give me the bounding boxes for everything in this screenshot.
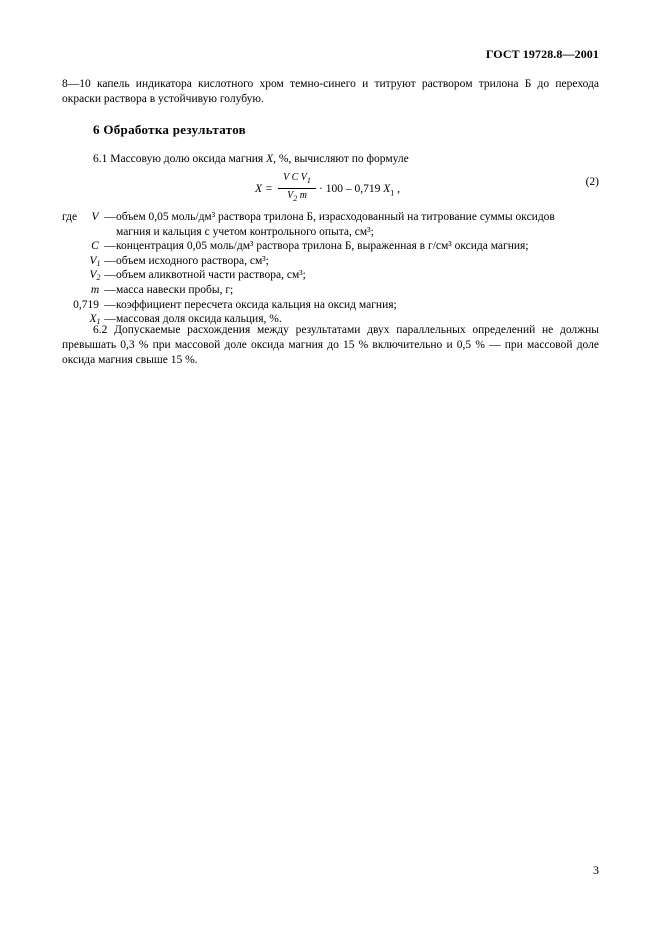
where-text-continuation: магния и кальция с учетом контрольного опыта, см³; bbox=[116, 225, 374, 238]
subsection-6-1-var-x: X bbox=[266, 153, 274, 165]
where-text: массовая доля оксида кальция, %. bbox=[116, 313, 282, 326]
page-header-standard: ГОСТ 19728.8—2001 bbox=[485, 47, 599, 61]
page-number: 3 bbox=[593, 863, 599, 877]
where-symbol-sub: 1 bbox=[96, 258, 101, 268]
where-text: объем аликвотной части раствора, см³; bbox=[116, 269, 306, 282]
where-dash: — bbox=[104, 313, 116, 326]
where-item-coefficient bbox=[58, 298, 599, 313]
intro-paragraph: 8—10 капель индикатора кислотного хром темно-синего и титруют раствором трилона Б до перехода окраски раствора в устойчивую голубую. bbox=[62, 78, 599, 105]
formula-denominator-v: V bbox=[287, 190, 294, 201]
formula-lhs: X = bbox=[255, 183, 273, 195]
where-symbol-letter: X bbox=[89, 313, 97, 326]
formula-denominator-m: m bbox=[297, 190, 307, 201]
where-symbol bbox=[86, 268, 104, 283]
section-title: 6 Обработка результатов bbox=[93, 122, 246, 137]
formula-rhs-sub: 1 bbox=[390, 188, 395, 198]
where-dash: — bbox=[104, 283, 116, 296]
where-symbol-letter: V bbox=[89, 254, 97, 267]
formula-rhs-end: , bbox=[394, 183, 400, 195]
formula-fraction-bar bbox=[278, 188, 316, 189]
where-dash: — bbox=[104, 254, 116, 267]
subsection-6-1-text-after: , %, вычисляют по формуле bbox=[273, 153, 409, 165]
equation-number: (2) bbox=[585, 176, 599, 188]
where-text-line: объем 0,05 моль/дм³ раствора трилона Б, израсходованный на титрование суммы оксидов bbox=[116, 211, 555, 223]
subsection-6-1 bbox=[93, 152, 409, 167]
where-item-c bbox=[62, 239, 599, 254]
where-symbol: 0,719 bbox=[73, 298, 99, 311]
where-item-v bbox=[62, 210, 599, 225]
formula-numerator-text: V C V bbox=[283, 172, 307, 183]
where-block bbox=[62, 210, 599, 327]
where-text: коэффициент пересчета оксида кальция на оксид магния; bbox=[116, 298, 397, 311]
formula-denominator-sub: 2 bbox=[293, 194, 298, 203]
where-item-v-continuation bbox=[62, 225, 599, 240]
formula-rhs bbox=[319, 183, 400, 197]
where-text: масса навески пробы, г; bbox=[116, 283, 234, 296]
formula-rhs-var: X bbox=[383, 183, 391, 195]
where-text: концентрация 0,05 моль/дм³ раствора трилона Б, выраженная в г/см³ оксида магния; bbox=[116, 240, 529, 253]
where-item-v1 bbox=[62, 254, 599, 269]
where-symbol: m bbox=[90, 283, 100, 296]
where-item-m bbox=[62, 283, 599, 298]
where-symbol-sub: 1 bbox=[96, 317, 101, 327]
formula-numerator bbox=[278, 172, 316, 187]
where-symbol: C bbox=[91, 240, 99, 253]
where-dash: — bbox=[104, 269, 116, 282]
subsection-6-1-text-before: 6.1 Массовую долю оксида магния bbox=[93, 153, 267, 165]
where-item-v2 bbox=[62, 268, 599, 283]
where-prefix: где bbox=[62, 211, 78, 223]
formula-rhs-middle: · 100 – 0,719 bbox=[319, 183, 384, 195]
subsection-6-2: 6.2 Допускаемые расхождения между результатами двух параллельных определений не должны превышать 0,3 % при массовой доле оксида магния до 15 % включительно и 0,5 % — при массовой доле оксида магния свыше 15 %. bbox=[62, 324, 599, 366]
where-symbol-sub: 2 bbox=[96, 273, 101, 283]
formula-fraction bbox=[278, 172, 316, 205]
where-symbol: V bbox=[91, 211, 99, 223]
where-text bbox=[116, 210, 599, 225]
where-dash: — bbox=[104, 240, 116, 253]
formula-numerator-sub: 1 bbox=[306, 176, 311, 185]
where-symbol bbox=[86, 254, 104, 269]
formula-denominator bbox=[278, 190, 316, 205]
where-dash: — bbox=[104, 211, 116, 223]
where-symbol-letter: V bbox=[89, 269, 97, 282]
where-dash: — bbox=[104, 298, 116, 311]
where-text: объем исходного раствора, см³; bbox=[116, 254, 269, 267]
